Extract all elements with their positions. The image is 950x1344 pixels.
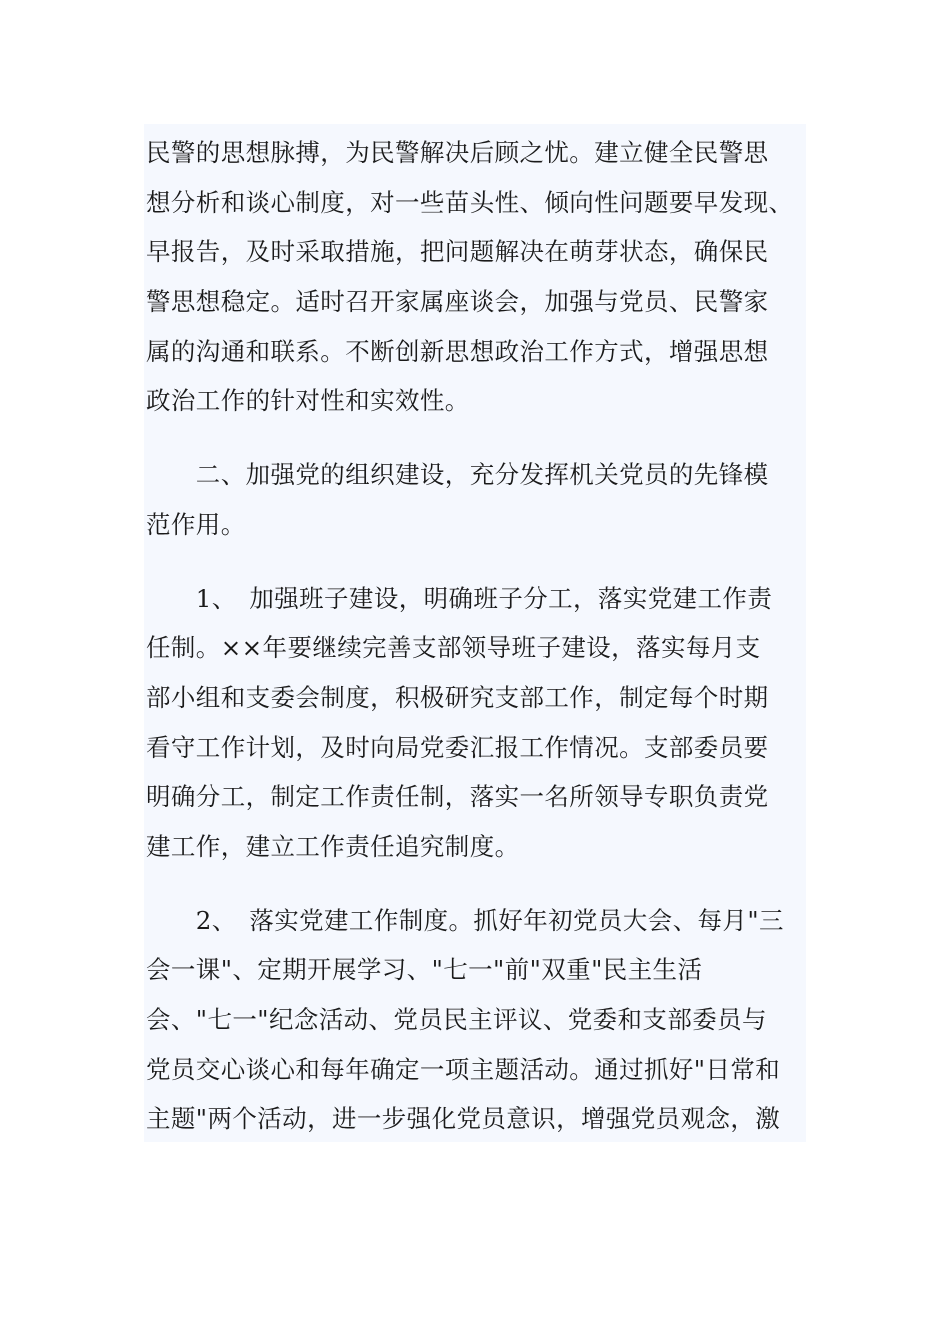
paragraph-line: 属的沟通和联系。不断创新思想政治工作方式，增强思想: [146, 337, 769, 366]
list-item-line: 部小组和支委会制度，积极研究支部工作，制定每个时期: [146, 683, 769, 712]
list-item-line: 明确分工，制定工作责任制，落实一名所领导专职负责党: [146, 782, 769, 811]
list-item-line: 会、"七一"纪念活动、党员民主评议、党委和支部委员与: [146, 1005, 767, 1034]
list-item-line: 1、 加强班子建设，明确班子分工，落实党建工作责: [146, 584, 773, 613]
list-item-line: 党员交心谈心和每年确定一项主题活动。通过抓好"日常和: [146, 1055, 781, 1084]
list-item-line: 会一课"、定期开展学习、"七一"前"双重"民主生活: [146, 955, 703, 984]
paragraph-line: 警思想稳定。适时召开家属座谈会，加强与党员、民警家: [146, 287, 769, 316]
list-item-line: 主题"两个活动，进一步强化党员意识，增强党员观念，激: [146, 1104, 781, 1133]
section-heading-line: 二、加强党的组织建设，充分发挥机关党员的先锋模: [146, 460, 769, 489]
list-item-line: 任制。××年要继续完善支部领导班子建设，落实每月支: [146, 633, 761, 662]
section-heading-line: 范作用。: [146, 510, 246, 539]
list-item-line: 看守工作计划，及时向局党委汇报工作情况。支部委员要: [146, 733, 769, 762]
paragraph-line: 早报告，及时采取措施，把问题解决在萌芽状态，确保民: [146, 237, 769, 266]
paragraph-line: 民警的思想脉搏，为民警解决后顾之忧。建立健全民警思: [146, 138, 769, 167]
document-text-block: [144, 124, 806, 1142]
list-item-line: 2、 落实党建工作制度。抓好年初党员大会、每月"三: [146, 906, 784, 935]
list-item-line: 建工作，建立工作责任追究制度。: [146, 832, 520, 861]
paragraph-line: 想分析和谈心制度，对一些苗头性、倾向性问题要早发现、: [146, 188, 794, 217]
paragraph-line: 政治工作的针对性和实效性。: [146, 386, 470, 415]
